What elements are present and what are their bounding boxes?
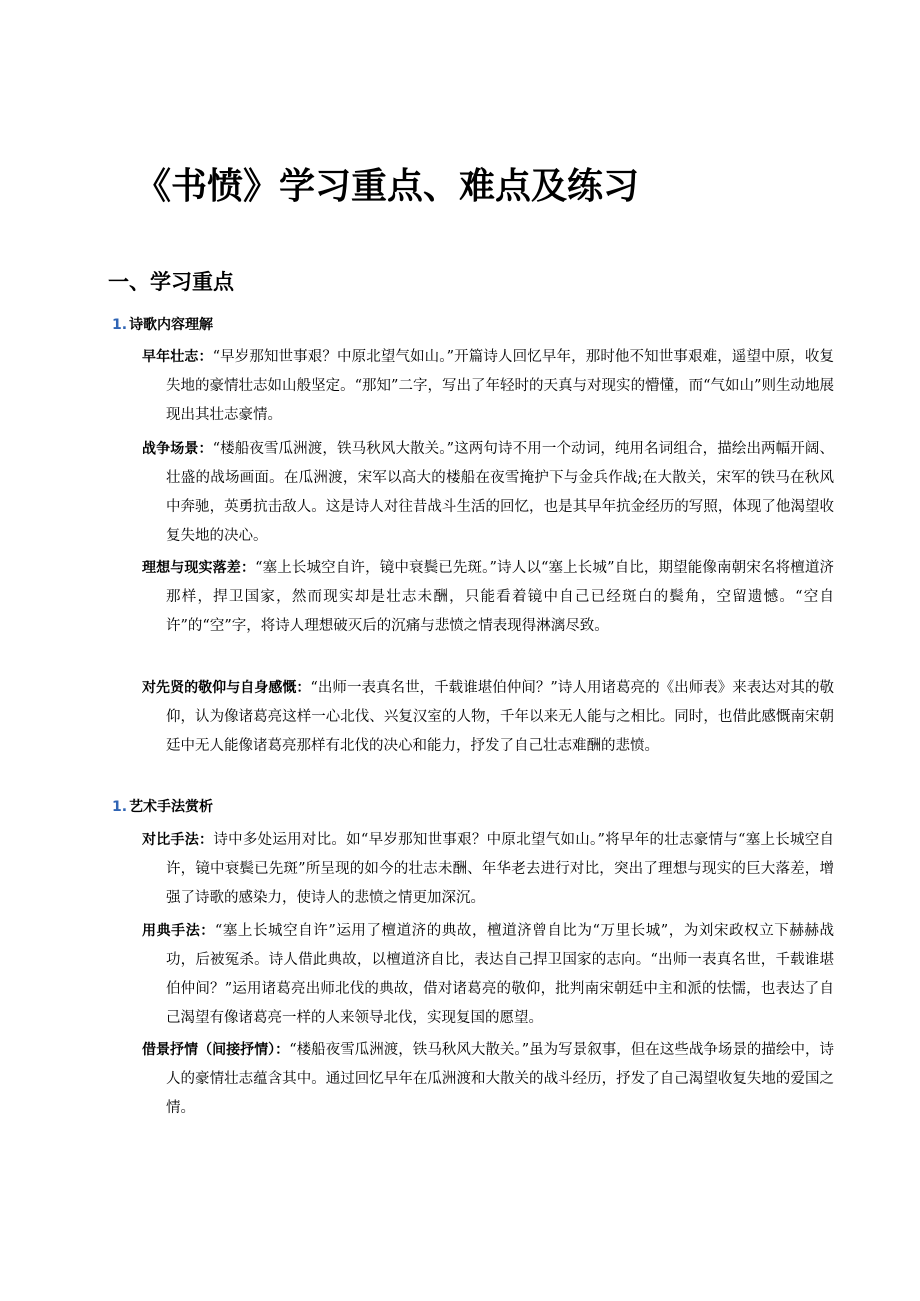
list-number: 1. (112, 317, 128, 333)
item-text: “楼船夜雪瓜洲渡，铁马秋风大散关。”虽为写景叙事，但在这些战争场景的描绘中，诗人的豪情壮志蕴含其中。通过回忆早年在瓜洲渡和大散关的战斗经历，抒发了自己渴望收复失地的爱国之情。 (166, 1042, 835, 1116)
item-term: 战争场景： (142, 441, 213, 457)
list-item (142, 826, 834, 913)
list-item (142, 1036, 834, 1123)
item-text: 诗中多处运用对比。如“早岁那知世事艰？中原北望气如山。”将早年的壮志豪情与“塞上长城空自许，镜中衰鬓已先斑”所呈现的如今的壮志未酬、年华老去进行对比，突出了理想与现实的巨大落差，增强了诗歌的感染力，使诗人的悲愤之情更加深沉。 (166, 832, 834, 906)
item-term: 对比手法： (142, 832, 214, 848)
list-item (142, 917, 834, 1033)
list-number: 1. (112, 799, 128, 815)
subheading-label: 艺术手法赏析 (129, 799, 214, 815)
subheading-label: 诗歌内容理解 (129, 317, 214, 333)
list-item (142, 435, 834, 551)
item-term: 理想与现实落差： (142, 560, 256, 576)
page-title: 《书愤》学习重点、难点及练习 (135, 166, 640, 207)
item-term: 用典手法： (142, 923, 215, 939)
list-item (142, 554, 834, 641)
subheading-content-understanding (112, 314, 213, 334)
list-item (142, 343, 834, 430)
item-text: “出师一表真名世，千载谁堪伯仲间？”诗人用诸葛亮的《出师表》来表达对其的敬仰，认为像诸葛亮这样一心北伐、兴复汉室的人物，千年以来无人能与之相比。同时，也借此感慨南宋朝廷中无人能像诸葛亮那样有北伐的决心和能力，抒发了自己壮志难酬的悲愤。 (166, 680, 834, 754)
section-heading: 一、学习重点 (108, 270, 234, 294)
item-term: 早年壮志： (142, 349, 213, 365)
item-term: 借景抒情（间接抒情）： (142, 1042, 290, 1058)
list-item (142, 674, 834, 761)
subheading-artistic-techniques (112, 796, 213, 816)
item-text: “早岁那知世事艰？中原北望气如山。”开篇诗人回忆早年，那时他不知世事艰难，遥望中原，收复失地的豪情壮志如山般坚定。“那知”二字，写出了年轻时的天真与对现实的懵懂，而“气如山”则生动地展现出其壮志豪情。 (166, 349, 835, 423)
item-text: “楼船夜雪瓜洲渡，铁马秋风大散关。”这两句诗不用一个动词，纯用名词组合，描绘出两幅开阔、壮盛的战场画面。在瓜洲渡，宋军以高大的楼船在夜雪掩护下与金兵作战;在大散关，宋军的铁马在秋风中奔驰，英勇抗击敌人。这是诗人对往昔战斗生活的回忆，也是其早年抗金经历的写照，体现了他渴望收复失地的决心。 (166, 441, 835, 544)
item-term: 对先贤的敬仰与自身感慨： (142, 680, 311, 696)
item-text: “塞上长城空自许”运用了檀道济的典故，檀道济曾自比为“万里长城”，为刘宋政权立下赫赫战功，后被冤杀。诗人借此典故，以檀道济自比，表达自己捍卫国家的志向。“出师一表真名世，千载谁堪伯仲间？”运用诸葛亮出师北伐的典故，借对诸葛亮的敬仰，批判南宋朝廷中主和派的怯懦，也表达了自己渴望有像诸葛亮一样的人来领导北伐，实现复国的愿望。 (166, 923, 834, 1026)
item-text: “塞上长城空自许，镜中衰鬓已先斑。”诗人以“塞上长城”自比，期望能像南朝宋名将檀道济那样，捍卫国家，然而现实却是壮志未酬，只能看着镜中自己已经斑白的鬓角，空留遗憾。“空自许”的“空”字，将诗人理想破灭后的沉痛与悲愤之情表现得淋漓尽致。 (166, 560, 834, 634)
